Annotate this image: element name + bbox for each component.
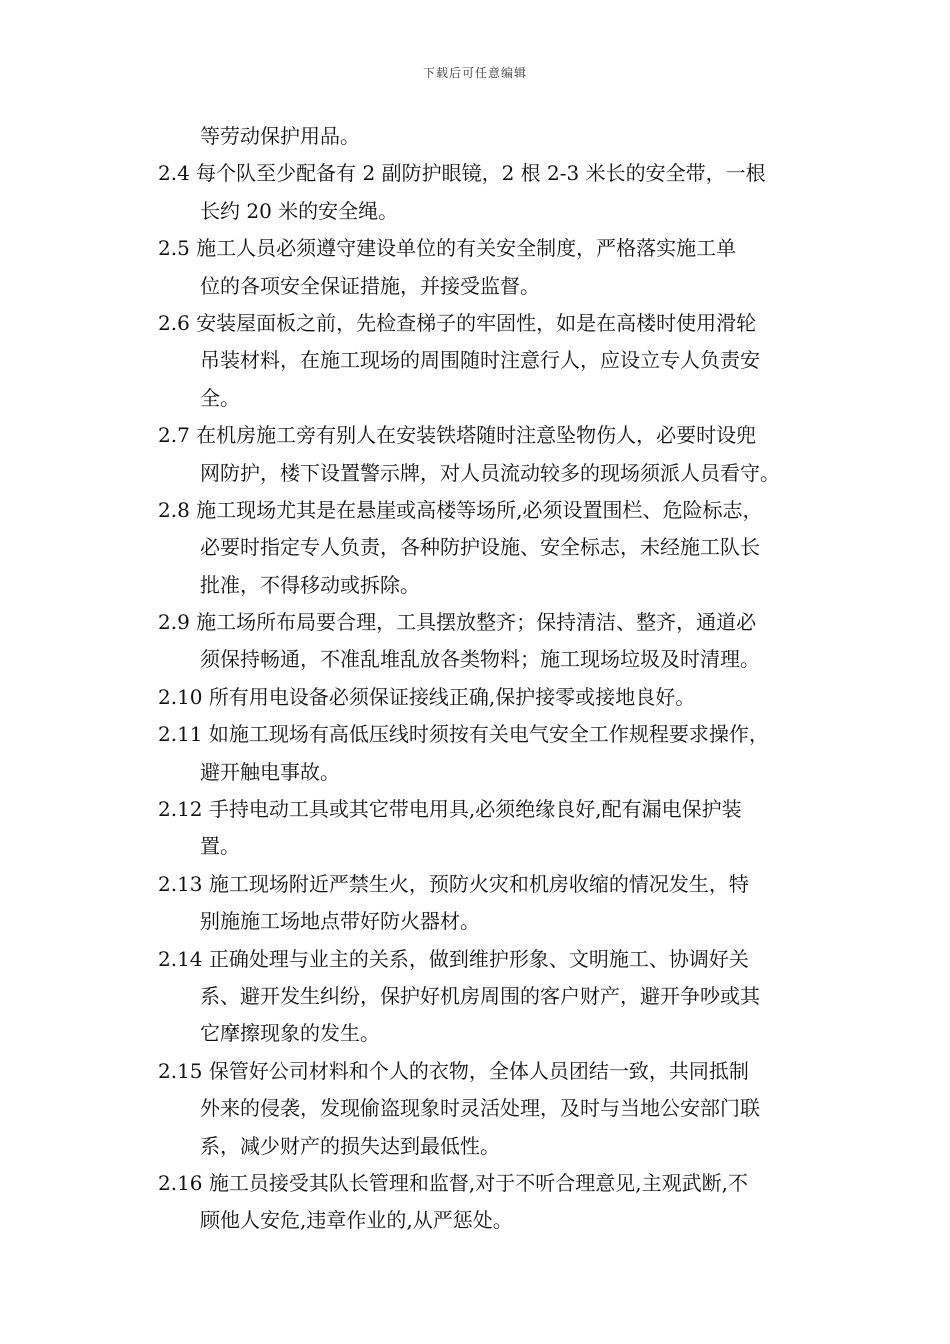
text-line: 系、避开发生纠纷，保护好机房周围的客户财产，避开争吵或其 [200, 983, 760, 1008]
text-line: 2.5 施工人员必须遵守建设单位的有关安全制度，严格落实施工单 [158, 236, 737, 261]
text-line: 全。 [200, 385, 240, 410]
text-line: 2.12 手持电动工具或其它带电用具,必须绝缘良好,配有漏电保护装 [158, 797, 742, 822]
text-line: 避开触电事故。 [200, 759, 340, 784]
text-line: 2.6 安装屋面板之前，先检查梯子的牢固性，如是在高楼时使用滑轮 [158, 310, 757, 335]
text-line: 网防护，楼下设置警示牌，对人员流动较多的现场须派人员看守。 [200, 460, 780, 485]
text-line: 2.10 所有用电设备必须保证接线正确,保护接零或接地良好。 [158, 684, 696, 709]
text-line: 外来的侵袭，发现偷盗现象时灵活处理，及时与当地公安部门联 [200, 1096, 760, 1121]
text-line: 2.7 在机房施工旁有别人在安装铁塔随时注意坠物伤人，必要时设兜 [158, 423, 757, 448]
text-line: 它摩擦现象的发生。 [200, 1021, 380, 1046]
text-line: 位的各项安全保证措施，并接受监督。 [200, 273, 540, 298]
text-line: 2.8 施工现场尤其是在悬崖或高楼等场所,必须设置围栏、危险标志， [158, 497, 763, 522]
page-header: 下载后可任意编辑 [422, 66, 527, 80]
text-line: 别施施工场地点带好防火器材。 [200, 909, 480, 934]
text-line: 2.13 施工现场附近严禁生火，预防火灾和机房收缩的情况发生，特 [158, 871, 749, 896]
text-line: 2.14 正确处理与业主的关系，做到维护形象、文明施工、协调好关 [158, 946, 749, 971]
text-line: 必要时指定专人负责，各种防护设施、安全标志，未经施工队长 [200, 535, 760, 560]
text-line: 批准，不得移动或拆除。 [200, 572, 420, 597]
text-line: 长约 20 米的安全绳。 [200, 198, 399, 223]
text-line: 等劳动保护用品。 [200, 124, 360, 148]
text-line: 顾他人安危,违章作业的,从严惩处。 [200, 1208, 513, 1233]
text-line: 2.4 每个队至少配备有 2 副防护眼镜，2 根 2-3 米长的安全带，一根 [158, 161, 766, 186]
text-line: 2.9 施工场所布局要合理，工具摆放整齐；保持清洁、整齐，通道必 [158, 610, 757, 635]
text-line: 系，减少财产的损失达到最低性。 [200, 1133, 500, 1158]
text-line: 置。 [200, 834, 240, 859]
text-line: 2.16 施工员接受其队长管理和监督,对于不听合理意见,主观武断,不 [158, 1170, 748, 1195]
text-line: 须保持畅通，不准乱堆乱放各类物料；施工现场垃圾及时清理。 [200, 647, 760, 672]
text-line: 2.11 如施工现场有高低压线时须按有关电气安全工作规程要求操作， [158, 722, 769, 747]
text-line: 吊装材料，在施工现场的周围随时注意行人，应设立专人负责安 [200, 348, 760, 373]
text-line: 2.15 保管好公司材料和个人的衣物，全体人员团结一致，共同抵制 [158, 1058, 749, 1083]
document-body [158, 118, 848, 1240]
